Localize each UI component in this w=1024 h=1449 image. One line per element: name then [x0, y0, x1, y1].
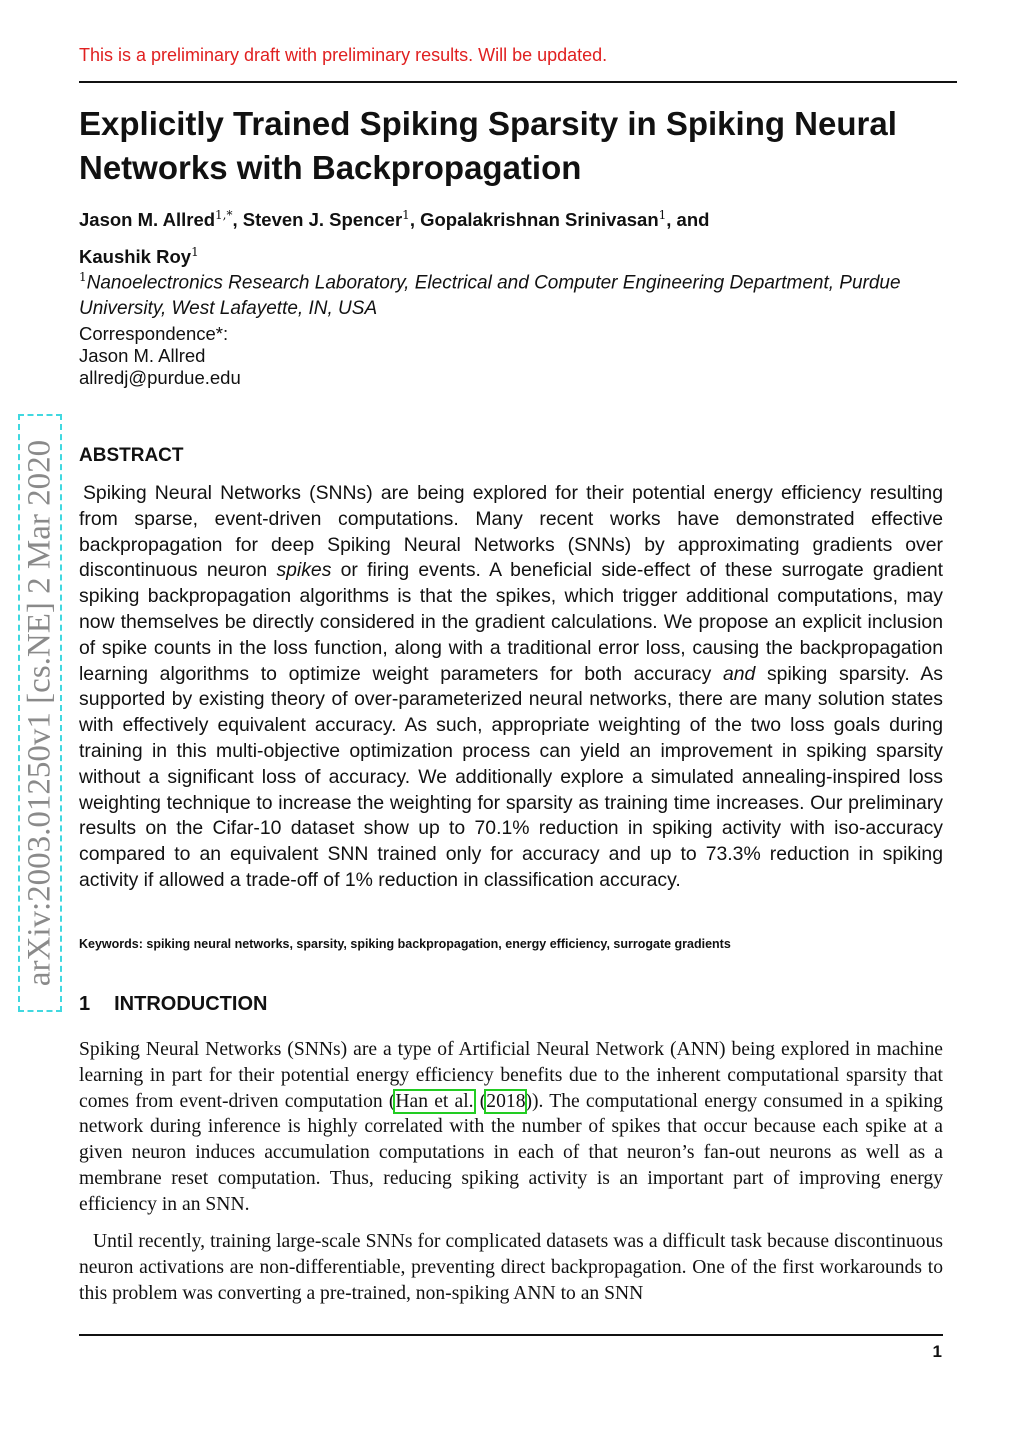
- affiliation: [79, 264, 949, 322]
- abstract-body: [79, 481, 943, 894]
- intro-text: )). The computational energy consumed in a spiking network during inference is highly correlated with the number of spikes that occur because each spike at a given neuron induces accumulation computations in each of that neuron’s fan-out neurons as well as a membrane reset computation. Thus, reducing spiking activity is an important part of improving energy efficiency in an SNN.: [79, 1090, 943, 1215]
- citation-separator: (: [473, 1090, 487, 1112]
- author-affil-mark: 1,*: [215, 208, 233, 222]
- author-separator: ,: [409, 209, 421, 231]
- page-number: 1: [932, 1342, 942, 1361]
- citation-link-authors[interactable]: Han et al.: [395, 1090, 474, 1112]
- paper-title: Explicitly Trained Spiking Sparsity in Spiking Neural Networks with Backpropagation: [79, 105, 897, 186]
- section-number: 1: [79, 993, 91, 1015]
- author-affil-mark: 1: [191, 245, 199, 260]
- citation-link-year[interactable]: 2018: [486, 1090, 526, 1112]
- author-separator: ,: [232, 209, 243, 231]
- author-affil-mark: 1: [402, 208, 410, 222]
- correspondence-label: Correspondence*:: [79, 323, 229, 344]
- abstract-emphasis: and: [722, 662, 756, 685]
- author-name: Gopalakrishnan Srinivasan: [420, 209, 659, 231]
- abstract-emphasis: spikes: [276, 559, 332, 582]
- correspondence: [79, 323, 241, 389]
- abstract-text: Spiking Neural Networks (SNNs) are being explored for their potential energy efficiency resulting from sparse, event-driven computations. Many recent works have demonstrated effective backpropagation for deep Spiking Neural Networks (SNNs) by approximating gradients over discontinuous neuron: [79, 482, 943, 582]
- author-name: Jason M. Allred: [79, 209, 216, 231]
- keywords: Keywords: spiking neural networks, sparsity, spiking backpropagation, energy efficiency, surrogate gradients: [79, 937, 731, 951]
- affiliation-text: Nanoelectronics Research Laboratory, Electrical and Computer Engineering Department, Purdue University, West Lafayette, IN, USA: [79, 272, 901, 320]
- section-heading-introduction: [79, 993, 267, 1016]
- correspondence-email: allredj@purdue.edu: [79, 367, 241, 388]
- correspondence-name: Jason M. Allred: [79, 345, 206, 366]
- author-name: Kaushik Roy: [79, 246, 192, 268]
- author-list: [79, 199, 949, 273]
- intro-text: Spiking Neural Networks (SNNs) are a type of Artificial Neural Network (ANN) being explored in machine learning in part for their potential energy efficiency benefits due to the inherent computational sparsity that comes from event-driven computation (: [79, 1039, 943, 1112]
- section-title: INTRODUCTION: [114, 993, 268, 1015]
- abstract-text: spiking sparsity. As supported by existing theory of over-parameterized neural networks, there are many solution states with effectively equivalent accuracy. As such, appropriate weighting of the two loss goals during training in this multi-objective optimization process can yield an improvement in spiking sparsity without a significant loss of accuracy. We additionally explore a simulated annealing-inspired loss weighting technique to increase the weighting for sparsity as training time increases. Our preliminary results on the Cifar-10 dataset show up to 70.1% reduction in spiking activity with iso-accuracy compared to an equivalent SNN trained only for accuracy and up to 73.3% reduction in spiking activity if allowed a trade-off of 1% reduction in classification accuracy.: [79, 662, 943, 891]
- arxiv-stamp[interactable]: arXiv:2003.01250v1 [cs.NE] 2 Mar 2020: [21, 439, 58, 987]
- abstract-heading: ABSTRACT: [79, 445, 184, 466]
- author-separator: , and: [666, 209, 710, 231]
- intro-paragraph-1: [79, 1037, 943, 1218]
- abstract-text: or firing events. A beneficial side-effect of these surrogate gradient spiking backpropagation algorithms is that the spikes, which trigger additional computations, may now themselves be directly considered in the gradient calculations. We propose an explicit inclusion of spike counts in the loss function, along with a traditional error loss, causing the backpropagation learning algorithms to optimize weight parameters for both accuracy: [79, 559, 943, 685]
- footer-rule: [79, 1334, 943, 1336]
- author-name: Steven J. Spencer: [242, 209, 403, 231]
- draft-note: This is a preliminary draft with preliminary results. Will be updated.: [79, 45, 608, 65]
- intro-paragraph-2: Until recently, training large-scale SNNs for complicated datasets was a difficult task because discontinuous neuron activations are non-differentiable, preventing direct backpropagation. One of the first workarounds to this problem was converting a pre-trained, non-spiking ANN to an SNN: [79, 1231, 943, 1304]
- affiliation-mark: 1: [79, 270, 87, 284]
- header-rule: [79, 81, 957, 83]
- author-affil-mark: 1: [658, 208, 667, 222]
